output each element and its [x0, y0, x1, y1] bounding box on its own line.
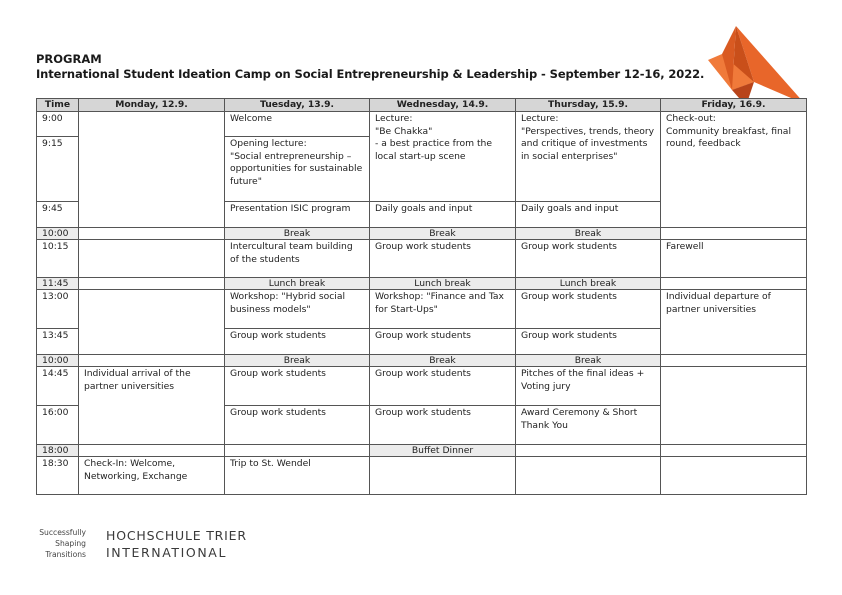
table-row [37, 290, 807, 329]
cell-thu-award: Award Ceremony & Short Thank You [516, 406, 661, 445]
time-cell: 9:00 [37, 112, 79, 137]
program-table [36, 98, 807, 495]
cell-tue-opening [225, 137, 370, 202]
cell-break: Break [370, 228, 516, 240]
col-header-monday: Monday, 12.9. [79, 99, 225, 112]
cell-wed-group-work: Group work students [370, 329, 516, 355]
cell-fri-farewell: Farewell [661, 240, 807, 278]
institution-logo [106, 527, 247, 561]
cell-tue-group-work: Group work students [225, 367, 370, 406]
cell-empty [661, 445, 807, 457]
cell-empty [516, 445, 661, 457]
cell-tue-workshop: Workshop: "Hybrid social business models" [225, 290, 370, 329]
table-row [37, 240, 807, 278]
table-row-break [37, 355, 807, 367]
cell-tue-welcome: Welcome [225, 112, 370, 137]
cell-mon-checkin: Check-In: Welcome, Networking, Exchange [79, 457, 225, 495]
cell-thu-group-work: Group work students [516, 290, 661, 329]
cell-empty [79, 240, 225, 278]
table-header-row [37, 99, 807, 112]
cell-break: Break [370, 355, 516, 367]
cell-thu-pitches: Pitches of the final ideas + Voting jury [516, 367, 661, 406]
cell-thu-group-work: Group work students [516, 329, 661, 355]
cell-empty [516, 457, 661, 495]
cell-tue-teambuilding: Intercultural team building of the students [225, 240, 370, 278]
table-row-lunch [37, 278, 807, 290]
cell-line: Check-out: [666, 113, 716, 125]
cell-empty [79, 290, 225, 355]
tagline-line: Successfully [39, 528, 86, 537]
time-cell: 10:00 [37, 355, 79, 367]
col-header-time: Time [37, 99, 79, 112]
cell-tue-group-work: Group work students [225, 406, 370, 445]
col-header-tuesday: Tuesday, 13.9. [225, 99, 370, 112]
cell-empty [661, 457, 807, 495]
table-row [37, 112, 807, 137]
institution-subname: INTERNATIONAL [106, 545, 228, 560]
cell-break: Break [225, 228, 370, 240]
cell-wed-group-work: Group work students [370, 406, 516, 445]
cell-tue-trip: Trip to St. Wendel [225, 457, 370, 495]
cell-wed-group-work: Group work students [370, 367, 516, 406]
cell-fri-checkout [661, 112, 807, 228]
time-cell: 13:00 [37, 290, 79, 329]
time-cell: 10:00 [37, 228, 79, 240]
cell-thu-group-work: Group work students [516, 240, 661, 278]
cell-wed-workshop: Workshop: "Finance and Tax for Start-Ups" [370, 290, 516, 329]
cell-empty [79, 445, 225, 457]
col-header-wednesday: Wednesday, 14.9. [370, 99, 516, 112]
cell-empty [370, 457, 516, 495]
cell-lunch: Lunch break [370, 278, 516, 290]
cell-break: Break [225, 355, 370, 367]
table-row-dinner [37, 445, 807, 457]
col-header-friday: Friday, 16.9. [661, 99, 807, 112]
cell-empty [79, 228, 225, 240]
cell-empty [225, 445, 370, 457]
cell-wed-lecture [370, 112, 516, 202]
time-cell: 18:30 [37, 457, 79, 495]
time-cell: 13:45 [37, 329, 79, 355]
cell-empty [661, 278, 807, 290]
cell-lunch: Lunch break [516, 278, 661, 290]
cell-break: Break [516, 228, 661, 240]
time-cell: 9:15 [37, 137, 79, 202]
cell-empty [661, 367, 807, 445]
tagline-line: Shaping [55, 539, 86, 548]
cell-mon-arrival: Individual arrival of the partner universities [79, 367, 225, 445]
cell-line: Opening lecture: [230, 138, 307, 150]
cell-buffet: Buffet Dinner [370, 445, 516, 457]
cell-empty [661, 355, 807, 367]
cell-empty [79, 112, 225, 228]
cell-fri-departure: Individual departure of partner universities [661, 290, 807, 355]
cell-line: Community breakfast, final round, feedback [666, 125, 791, 150]
cell-empty [79, 355, 225, 367]
table-row [37, 457, 807, 495]
program-header [36, 52, 704, 82]
table-row [37, 367, 807, 406]
cell-lunch: Lunch break [225, 278, 370, 290]
cell-break: Break [516, 355, 661, 367]
cell-line: Lecture: [521, 113, 559, 125]
cell-empty [661, 228, 807, 240]
cell-line: - a best practice from the local start-up scene [375, 138, 493, 162]
table-row-break [37, 228, 807, 240]
cell-thu-goals: Daily goals and input [516, 202, 661, 228]
time-cell: 11:45 [37, 278, 79, 290]
col-header-thursday: Thursday, 15.9. [516, 99, 661, 112]
institution-name: HOCHSCHULE TRIER [106, 528, 247, 543]
cell-line: Lecture: [375, 113, 413, 125]
page-subtitle: International Student Ideation Camp on Social Entrepreneurship & Leadership - September 12-16, 2022. [36, 67, 705, 81]
time-cell: 10:15 [37, 240, 79, 278]
cell-tue-group-work: Group work students [225, 329, 370, 355]
cell-wed-goals: Daily goals and input [370, 202, 516, 228]
time-cell: 16:00 [37, 406, 79, 445]
time-cell: 14:45 [37, 367, 79, 406]
page-title: PROGRAM [36, 52, 102, 66]
tagline-line: Transitions [45, 550, 86, 559]
cell-empty [79, 278, 225, 290]
cell-line: "Be Chakka" [375, 125, 433, 137]
cell-line: "Social entrepreneurship – opportunities for sustainable future" [230, 150, 363, 187]
cell-wed-group-work: Group work students [370, 240, 516, 278]
cell-line: "Perspectives, trends, theory and critique of investments in social enterprises" [521, 125, 655, 162]
cell-thu-lecture [516, 112, 661, 202]
cell-tue-isic: Presentation ISIC program [225, 202, 370, 228]
time-cell: 9:45 [37, 202, 79, 228]
time-cell: 18:00 [37, 445, 79, 457]
footer-tagline [34, 527, 86, 560]
